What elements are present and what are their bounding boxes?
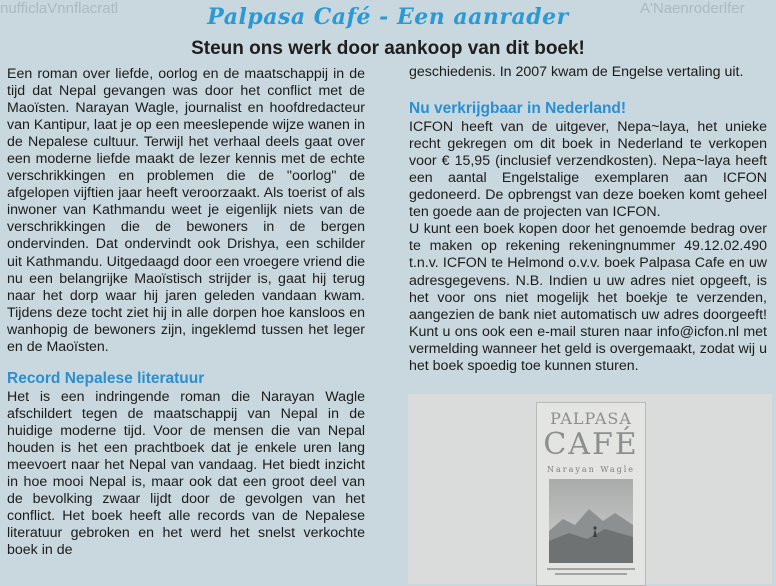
background-bleed-left: nufficlaVnnflacratl	[0, 0, 119, 17]
article-title: Palpasa Café - Een aanrader	[207, 4, 569, 30]
order-paragraph: U kunt een boek kopen door het genoemde bedrag over te maken op rekening rekeningnummer 49.12.02.490 t.n.v. ICFON te Helmond o.v.v. boek Palpasa Cafe en uw adresgegevens. N.B. Indien u uw adres niet opgeeft, is het voor ons niet mogelijk het boekje te verzenden, aangezien de bank niet automatisch uw adres doorgeeft! Kunt u ons ook een e-mail sturen naar info@icfon.nl met vermelding wanneer het geld is overgemaakt, zodat wij u het boek spoedig toe kunnen sturen.	[409, 221, 767, 374]
cover-fineprint-icon	[547, 567, 635, 577]
book-title-line2: CAFÉ	[543, 427, 639, 462]
left-column	[7, 66, 365, 559]
book-cover	[536, 402, 646, 586]
section-heading-available: Nu verkrijgbaar in Nederland!	[409, 100, 627, 118]
article-subtitle: Steun ons werk door aankoop van dit boek!	[191, 38, 585, 59]
book-cover-area	[408, 394, 772, 584]
continuation-paragraph: geschiedenis. In 2007 kwam de Engelse vertaling uit.	[409, 64, 744, 80]
section-heading-record: Record Nepalese literatuur	[7, 369, 205, 387]
record-paragraph: Het is een indringende roman die Narayan Wagle afschildert tegen de maatschappij van Nepal in de huidige moderne tijd. Voor de mensen die van Nepal houden is het een prachtboek dat je enkele uren lang meevoert naar het Nepal van vandaag. Het biedt inzicht in hoe mooi Nepal is, maar ook dat een groot deel van de bevolking zwaar lijdt door de gevolgen van het conflict. Het boek heeft alle records van de Nepalese literatuur gebroken en het werd het snelst verkochte boek in de	[7, 388, 365, 559]
book-author: Narayan Wagle	[546, 465, 636, 474]
intro-paragraph: Een roman over liefde, oorlog en de maatschappij in de tijd dat Nepal gevangen was door het conflict met de Maoïsten. Narayan Wagle, journalist en hoofdredacteur van Kantipur, laat je op een meeslepende wijze wanen in de Nepalese cultuur. Terwijl het verhaal deels gaat over een moderne liefde maakt de lezer kennis met de echte verschrikkingen en problemen die de "oorlog" de afgelopen vijftien jaar heeft veroorzaakt. Als toerist of als inwoner van Kathmandu weet je eigenlijk niets van de verschrikkingen die de bewoners in de bergen ondervinden. Dat ondervindt ook Drishya, een schilder uit Kathmandu. Uitgedaagd door een vroegere vriend die nu een belangrijke Maoïstisch strijder is, gaat hij terug naar het dorp waar hij jaren geleden vandaan kwam. Tijdens deze tocht ziet hij in alle dorpen hoe kansloos en wanhopig de bewoners zijn, ingeklemd tussen het leger en de Maoïsten.	[7, 66, 365, 355]
background-bleed-right: A'Naenroderlfer	[640, 0, 745, 17]
availability-paragraph: ICFON heeft van de uitgever, Nepa~laya, het unieke recht gekregen om dit boek in Nederland te verkopen voor € 15,95 (inclusief verzendkosten). Nepa~laya heeft een aantal Engelstalige exemplaren aan ICFON gedoneerd. De opbrengst van deze boeken komt geheel ten goede aan de projecten van ICFON.	[409, 119, 767, 221]
mountain-photo-icon	[549, 479, 633, 563]
right-column	[409, 64, 767, 375]
book-title-line1: PALPASA	[550, 409, 632, 428]
